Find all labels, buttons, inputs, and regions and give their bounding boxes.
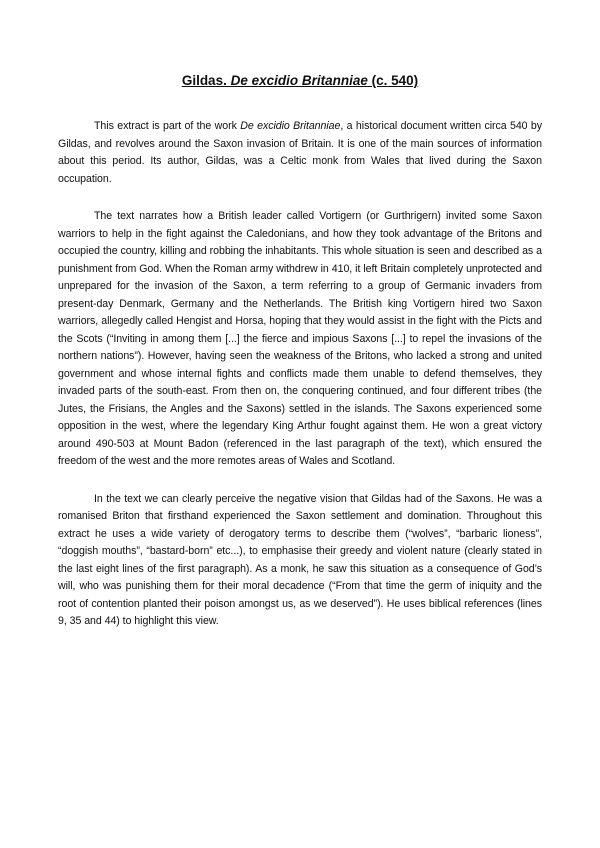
title-date: (c. 540) (367, 73, 419, 88)
title-author: Gildas. (181, 73, 231, 88)
text-segment: The text narrates how a British leader called Vortigern (or Gurthrigern) invited some Saxon warriors to help in the fight against the Caledonians, and how they took advantage of the Britons and occupied the country, killing and robbing the inhabitants. This whole situation is seen and described as a punishment from God. When the Roman army withdrew in 410, it left Britain completely unprotected and unprepared for the invasion of the Saxon, a term referring to a group of Germanic invaders from present-day Denmark, Germany and the Netherlands. The British king Vortigern hired two Saxon warriors, allegedly called Hengist and Horsa, hoping that they would assist in the fight with the Picts and the Scots (“Inviting in among them [...] the fierce and impious Saxons [...] to repel the invasions of the northern nations”). However, having seen the weakness of the Britons, who lacked a strong and united government and whose internal fights and conflicts made them unable to defend themselves, they invaded parts of the south-east. From then on, the conquering continued, and four different tribes (the Jutes, the Frisians, the Angles and the Saxons) settled in the islands. The Saxons experienced some opposition in the west, where the legendary King Arthur fought against them. He won a great victory around 490-503 at Mount Badon (referenced in the last paragraph of the text), which ensured the freedom of the west and the more remotes areas of Wales and Scotland. (58, 210, 542, 467)
title-work: De excidio Britanniae (230, 73, 368, 88)
text-segment: This extract is part of the work (94, 120, 241, 132)
paragraph-intro (58, 118, 542, 188)
document-title (58, 72, 542, 90)
paragraph-narrative (58, 208, 542, 471)
paragraph-analysis (58, 491, 542, 631)
document-page (58, 72, 542, 651)
text-segment: , a historical document written circa 540 by Gildas, and revolves around the Saxon invasion of Britain. It is one of the main sources of information about this period. Its author, Gildas, was a Celtic monk from Wales that lived during the Saxon occupation. (58, 120, 543, 185)
text-segment: In the text we can clearly perceive the negative vision that Gildas had of the Saxons. He was a romanised Briton that firsthand experienced the Saxon settlement and domination. Throughout this extract he uses a wide variety of derogatory terms to describe them (“wolves”, “barbaric lioness”, “doggish mouths”, “bastard-born” etc...), to emphasise their greedy and violent nature (clearly stated in the last eight lines of the first paragraph). As a monk, he saw this situation as a consequence of God’s will, who was punishing them for their moral decadence (“From that time the germ of iniquity and the root of contention planted their poison amongst us, as we deserved”). He uses biblical references (lines 9, 35 and 44) to highlight this view. (58, 492, 542, 627)
text-segment-italic: De excidio Britanniae (240, 120, 341, 132)
